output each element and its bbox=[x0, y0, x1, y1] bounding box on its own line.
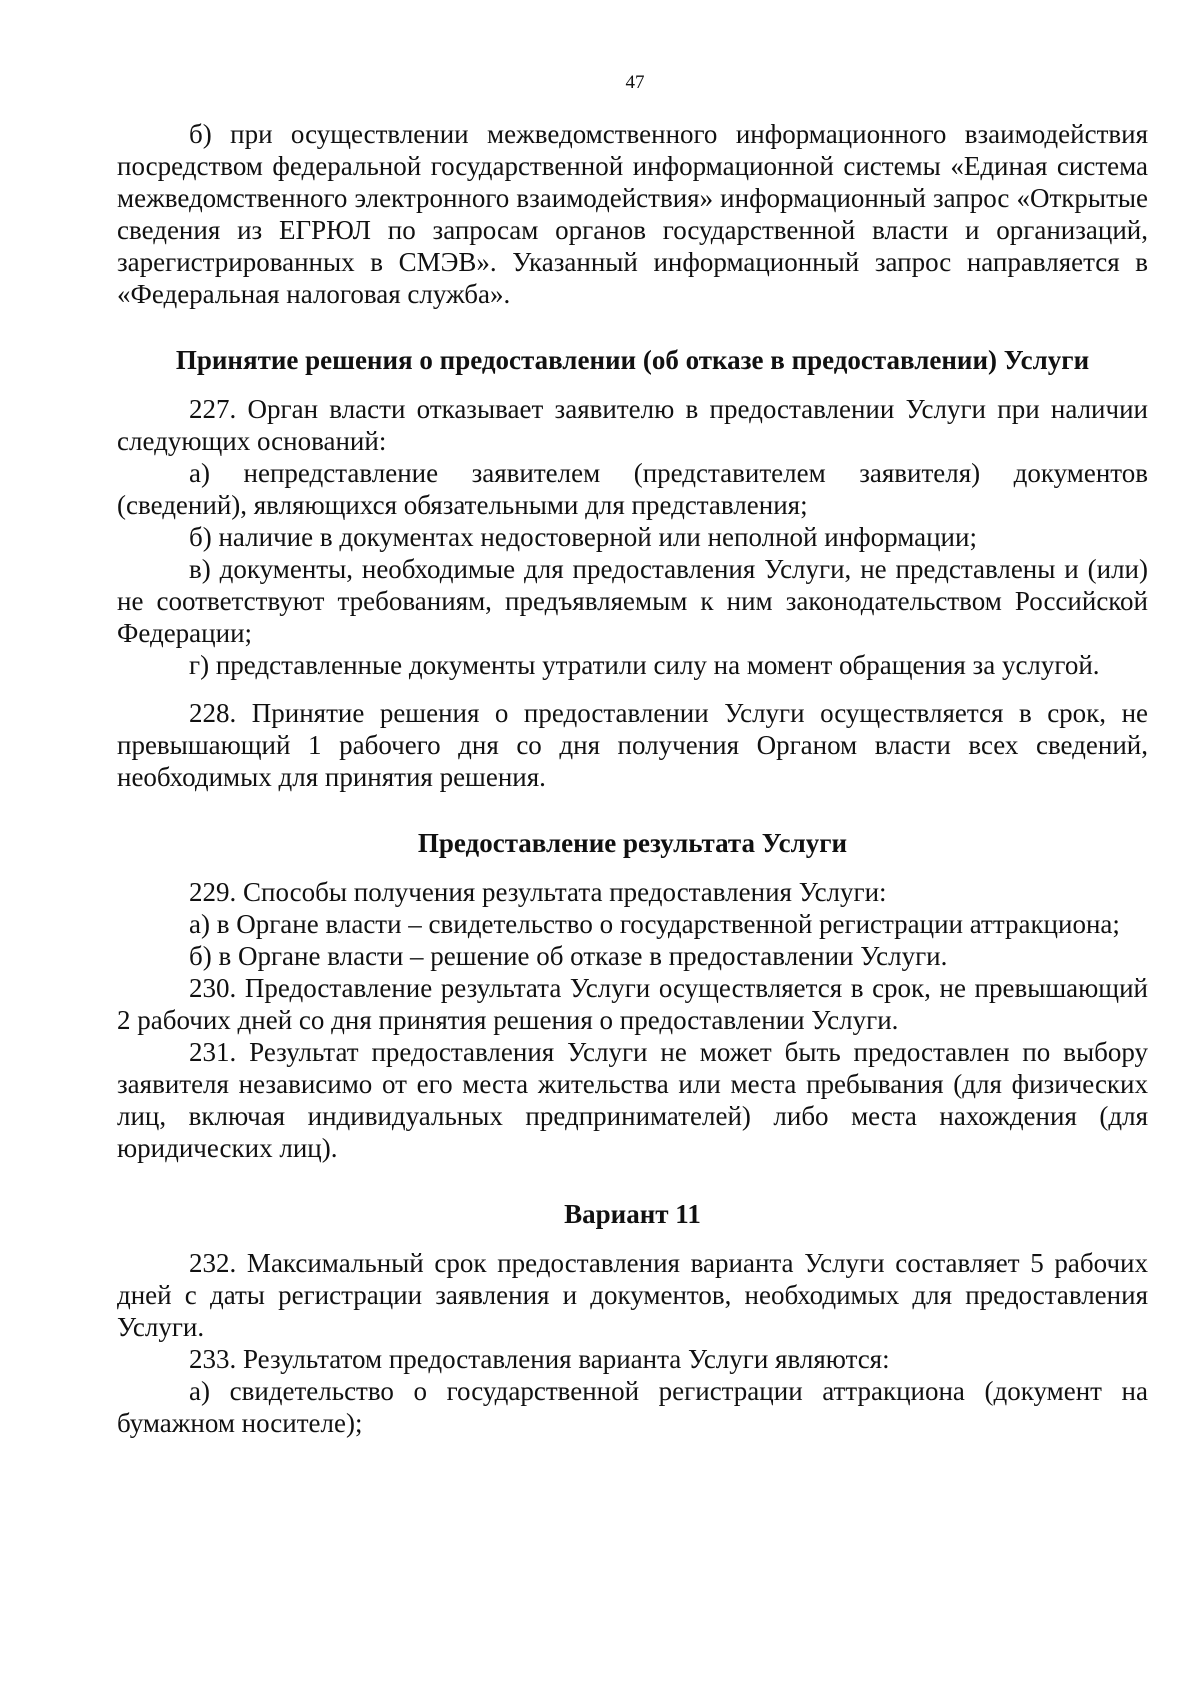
paragraph-230: 230. Предоставление результата Услуги осуществляется в срок, не превышающий 2 рабочих дней со дня принятия решения о предоставлении Услуги. bbox=[117, 973, 1148, 1035]
paragraph-227: 227. Орган власти отказывает заявителю в предоставлении Услуги при наличии следующих оснований: bbox=[117, 394, 1148, 456]
paragraph-232: 232. Максимальный срок предоставления варианта Услуги составляет 5 рабочих дней с даты регистрации заявления и документов, необходимых для предоставления Услуги. bbox=[117, 1248, 1148, 1342]
paragraph-233: 233. Результатом предоставления варианта Услуги являются: bbox=[189, 1344, 890, 1374]
paragraph-227-c: в) документы, необходимые для предоставления Услуги, не представлены и (или) не соответствуют требованиям, предъявляемым к ним законодательством Российской Федерации; bbox=[117, 554, 1148, 648]
paragraph-227-d: г) представленные документы утратили силу на момент обращения за услугой. bbox=[189, 650, 1100, 680]
paragraph-229-b: б) в Органе власти – решение об отказе в предоставлении Услуги. bbox=[189, 941, 948, 971]
section-heading-result: Предоставление результата Услуги bbox=[417, 828, 848, 858]
paragraph-229-a: а) в Органе власти – свидетельство о государственной регистрации аттракциона; bbox=[189, 909, 1120, 939]
paragraph-231: 231. Результат предоставления Услуги не может быть предоставлен по выбору заявителя независимо от его места жительства или места пребывания (для физических лиц, включая индивидуальных предпринимателей) либо места нахождения (для юридических лиц). bbox=[117, 1037, 1148, 1163]
paragraph-227-a: а) непредставление заявителем (представителем заявителя) документов (сведений), являющихся обязательными для представления; bbox=[117, 458, 1148, 520]
paragraph-227-b: б) наличие в документах недостоверной или неполной информации; bbox=[189, 522, 977, 552]
paragraph-228: 228. Принятие решения о предоставлении Услуги осуществляется в срок, не превышающий 1 рабочего дня со дня получения Органом власти всех сведений, необходимых для принятия решения. bbox=[117, 698, 1148, 792]
document-body bbox=[117, 118, 1148, 1439]
paragraph-229: 229. Способы получения результата предоставления Услуги: bbox=[189, 877, 887, 907]
section-heading-variant-11: Вариант 11 bbox=[564, 1199, 701, 1229]
section-heading-decision: Принятие решения о предоставлении (об отказе в предоставлении) Услуги bbox=[175, 345, 1090, 375]
paragraph-intro-b: б) при осуществлении межведомственного информационного взаимодействия посредством федеральной государственной информационной системы «Единая система межведомственного электронного взаимодействия» информационный запрос «Открытые сведения из ЕГРЮЛ по запросам органов государственной власти и организаций, зарегистрированных в СМЭВ». Указанный информационный запрос направляется в «Федеральная налоговая служба». bbox=[117, 119, 1148, 309]
paragraph-233-a: а) свидетельство о государственной регистрации аттракциона (документ на бумажном носителе); bbox=[117, 1376, 1148, 1438]
page-number: 47 bbox=[625, 72, 645, 93]
